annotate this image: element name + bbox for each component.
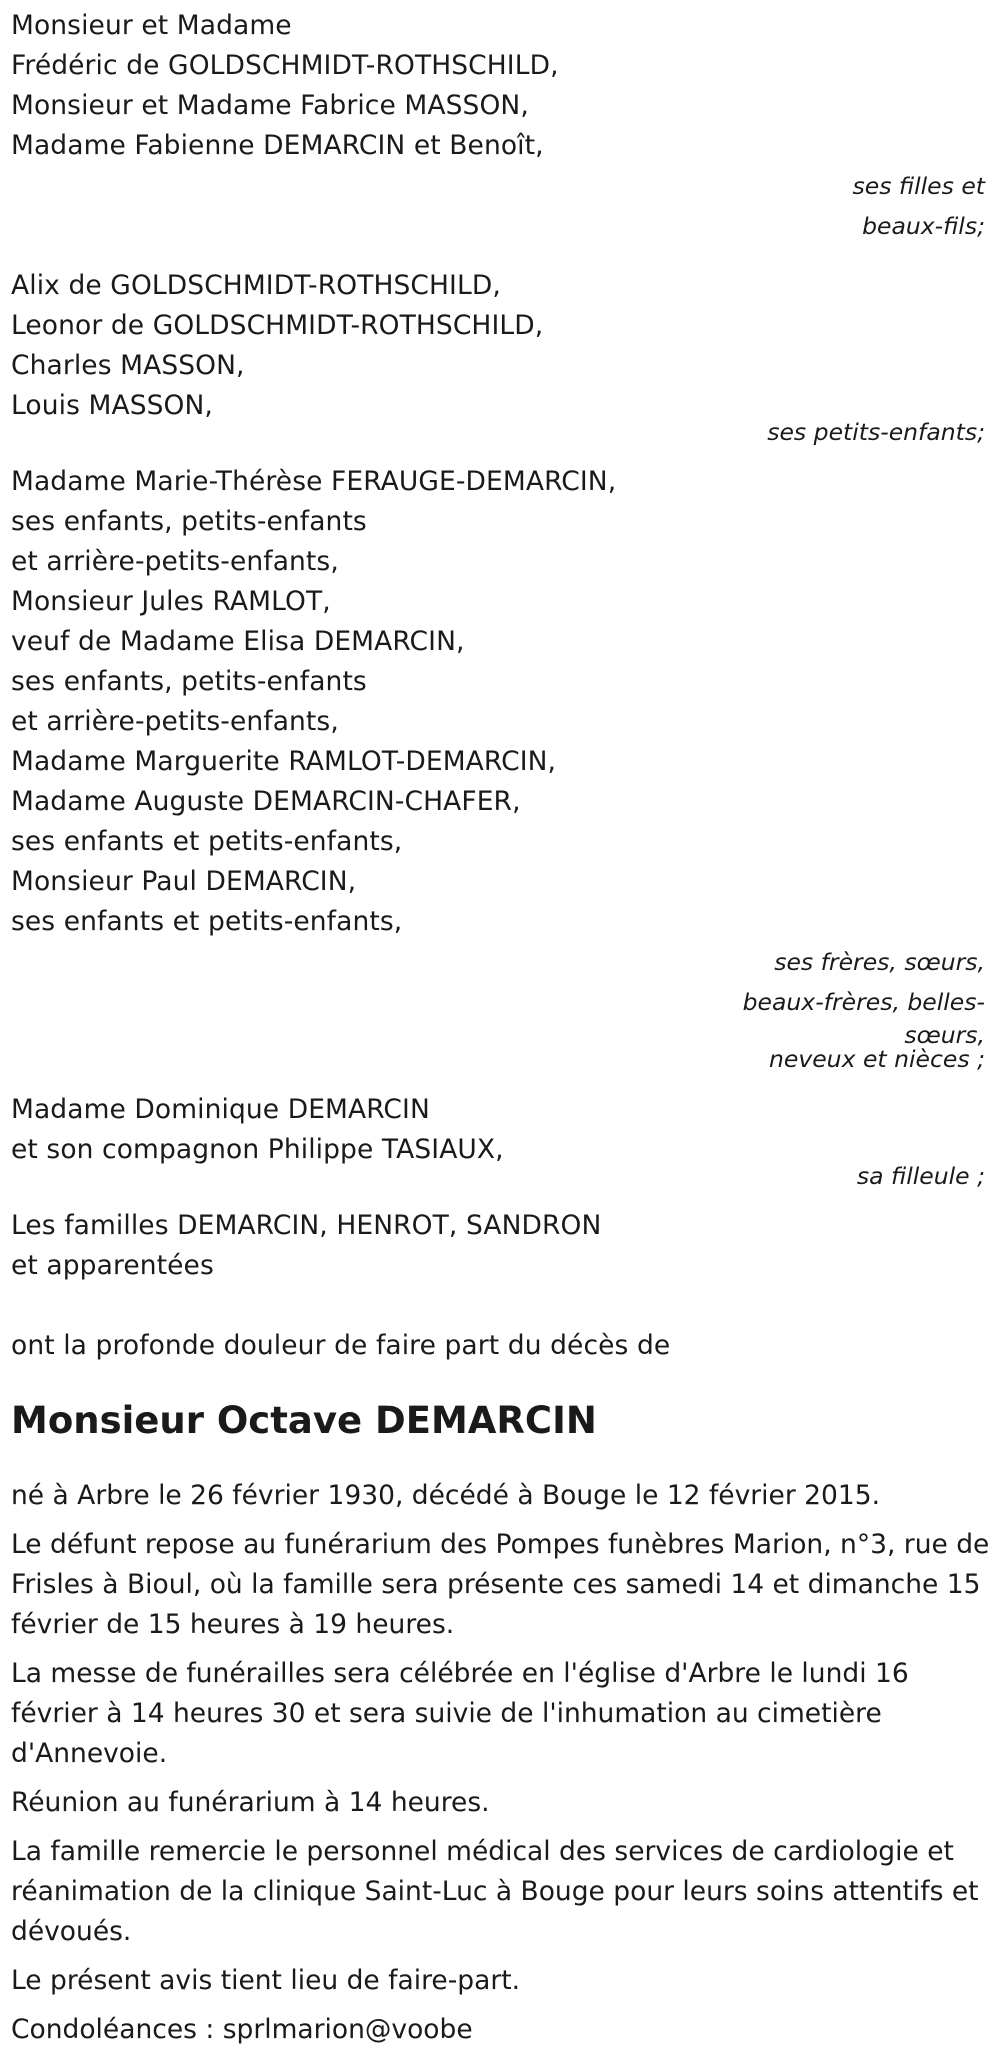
obituary-notice (11, 6, 996, 2050)
family-line: Madame Marguerite RAMLOT-DEMARCIN, (11, 746, 557, 777)
family-group-daughters (11, 6, 996, 246)
family-line: Alix de GOLDSCHMIDT-ROTHSCHILD, (11, 270, 501, 301)
deceased-name: Monsieur Octave DEMARCIN (11, 1399, 597, 1442)
family-line: Louis MASSON, (11, 390, 213, 421)
family-line: Madame Auguste DEMARCIN-CHAFER, (11, 786, 521, 817)
relation-label: ses filles et (852, 172, 985, 200)
family-line: Les familles DEMARCIN, HENROT, SANDRON (11, 1210, 602, 1241)
family-group-relatives (11, 1206, 996, 1286)
relation-label: sa filleule ; (856, 1162, 985, 1190)
family-line: ses enfants, petits-enfants (11, 506, 367, 537)
family-group-grandchildren (11, 266, 996, 452)
family-line: Madame Fabienne DEMARCIN et Benoît, (11, 130, 544, 161)
birth-death-paragraph: né à Arbre le 26 février 1930, décédé à Bouge le 12 février 2015. (11, 1480, 881, 1511)
family-line: Monsieur et Madame Fabrice MASSON, (11, 90, 529, 121)
relation-label: ses petits-enfants; (767, 418, 985, 446)
family-line: Leonor de GOLDSCHMIDT-ROTHSCHILD, (11, 310, 544, 341)
announcement-text: ont la profonde douleur de faire part du décès de (11, 1330, 671, 1361)
family-line: veuf de Madame Elisa DEMARCIN, (11, 626, 465, 657)
family-line: Madame Marie-Thérèse FERAUGE-DEMARCIN, (11, 466, 617, 497)
funeral-mass-paragraph: La messe de funérailles sera célébrée en l'église d'Arbre le lundi 16 février à 14 heures 30 et sera suivie de l'inhumation au cimetière d'Annevoie. (11, 1658, 909, 1769)
relation-label: sœurs, (904, 1021, 985, 1049)
notice-paragraph: Le présent avis tient lieu de faire-part. (11, 1965, 521, 1996)
family-line: et son compagnon Philippe TASIAUX, (11, 1134, 504, 1165)
thanks-paragraph: La famille remercie le personnel médical des services de cardiologie et réanimation de la clinique Saint-Luc à Bouge pour leurs soins attentifs et dévoués. (11, 1836, 979, 1947)
relation-label: neveux et nièces ; (768, 1045, 985, 1073)
notice-body (11, 1476, 996, 2050)
family-line: Monsieur Jules RAMLOT, (11, 586, 331, 617)
family-line: Madame Dominique DEMARCIN (11, 1094, 430, 1125)
relation-label: beaux-fils; (862, 212, 985, 240)
family-line: Frédéric de GOLDSCHMIDT-ROTHSCHILD, (11, 50, 559, 81)
family-line: et arrière-petits-enfants, (11, 546, 339, 577)
family-line: Charles MASSON, (11, 350, 245, 381)
family-group-siblings (11, 462, 996, 1073)
family-line: Monsieur et Madame (11, 10, 292, 41)
reunion-paragraph: Réunion au funérarium à 14 heures. (11, 1787, 490, 1818)
family-line: ses enfants et petits-enfants, (11, 826, 403, 857)
visitation-paragraph: Le défunt repose au funérarium des Pompes funèbres Marion, n°3, rue de Frisles à Bioul, où la famille sera présente ces samedi 14 et dimanche 15 février de 15 heures à 19 heures. (11, 1529, 990, 1640)
condolences-paragraph: Condoléances : sprlmarion@voobe (11, 2014, 473, 2045)
family-line: et apparentées (11, 1250, 214, 1281)
family-line: ses enfants et petits-enfants, (11, 906, 403, 937)
family-line: Monsieur Paul DEMARCIN, (11, 866, 357, 897)
relation-label: beaux-frères, belles- (742, 988, 985, 1016)
family-group-goddaughter (11, 1090, 996, 1196)
family-line: ses enfants, petits-enfants (11, 666, 367, 697)
family-line: et arrière-petits-enfants, (11, 706, 339, 737)
relation-label: ses frères, sœurs, (774, 948, 985, 976)
